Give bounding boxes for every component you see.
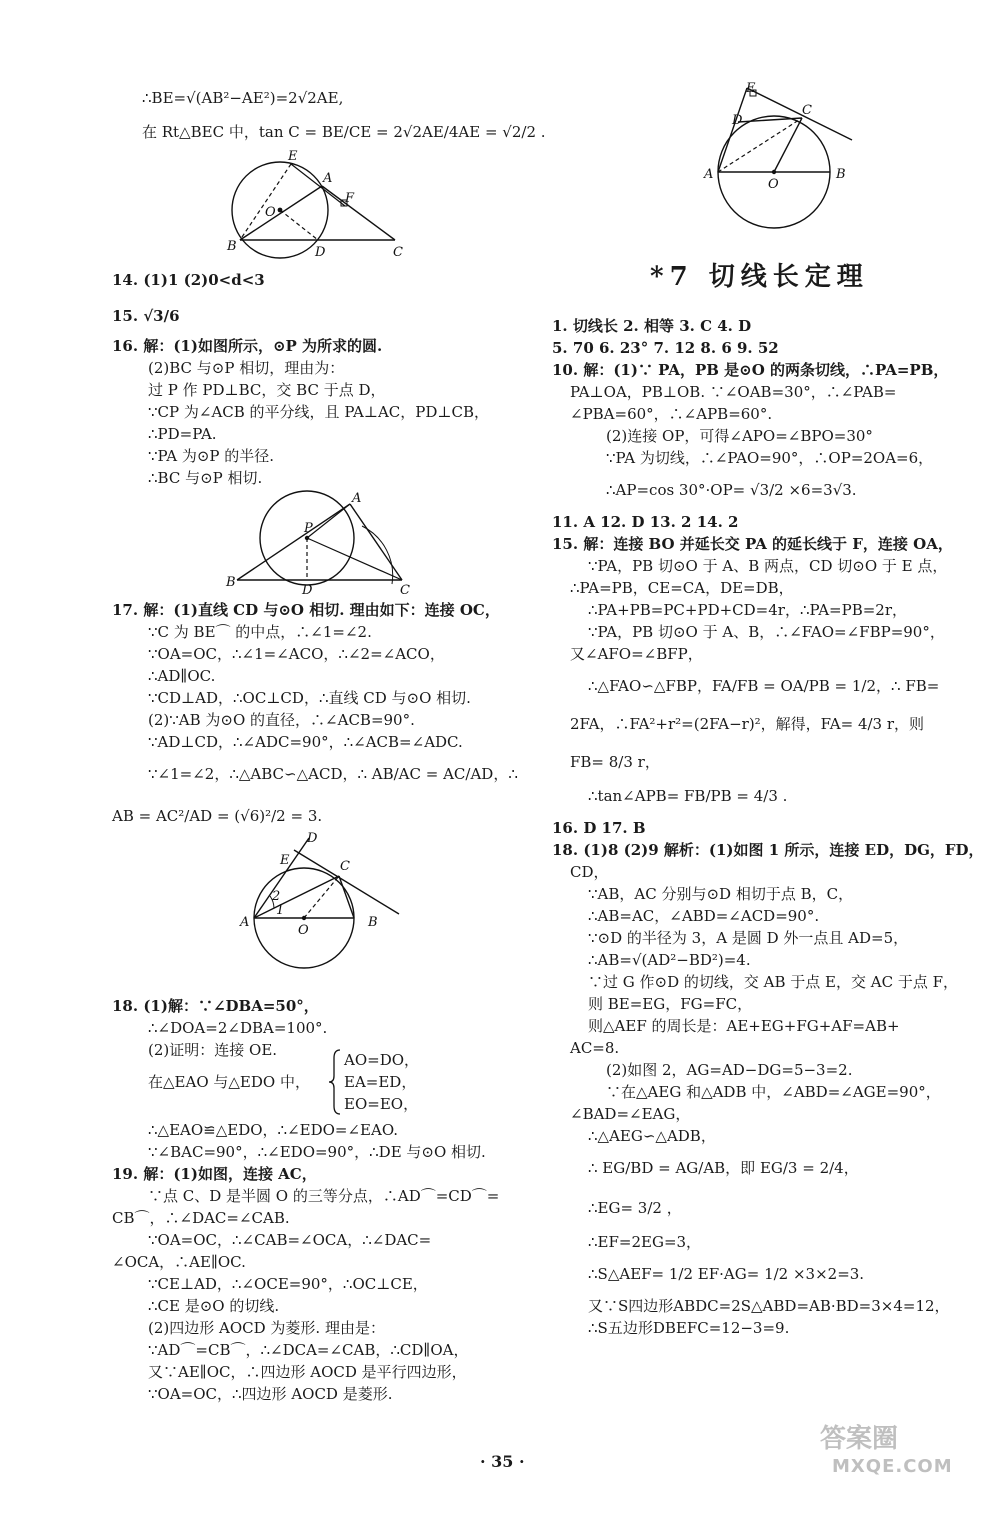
left-text-line: ∴CE 是⊙O 的切线. xyxy=(148,1297,280,1315)
right-text-line: 则 BE=EG，FG=FC， xyxy=(588,995,753,1013)
fig4-label-a: A xyxy=(704,167,714,182)
fig3-label-o: O xyxy=(298,923,309,938)
right-text-line: 10. 解：(1)∵ PA，PB 是⊙O 的两条切线，∴PA=PB， xyxy=(552,361,949,379)
fig1-label-d: D xyxy=(315,245,326,260)
right-text-line: PA⊥OA，PB⊥OB. ∵∠OAB=30°，∴∠PAB= xyxy=(570,383,897,401)
left-text-line: ∵CD⊥AD，∴OC⊥CD，∴直线 CD 与⊙O 相切. xyxy=(148,689,471,707)
right-text-line: ∴△AEG∽△ADB， xyxy=(588,1127,716,1145)
right-text-line: ∵PA，PB 切⊙O 于 A、B 两点，CD 切⊙O 于 E 点， xyxy=(588,557,948,575)
page-number: · 35 · xyxy=(480,1452,525,1471)
right-text-line: ∴S△AEF= 1/2 EF·AG= 1/2 ×3×2=3. xyxy=(588,1265,865,1283)
right-text-line: (2)连接 OP，可得∠APO=∠BPO=30° xyxy=(606,427,873,445)
left-text-line: (2)四边形 AOCD 为菱形. 理由是： xyxy=(148,1319,385,1337)
right-text-line: ∴S五边形DBEFC=12−3=9. xyxy=(588,1319,790,1337)
left-text-line: AB = AC²/AD = (√6)²/2 = 3. xyxy=(112,807,323,825)
left-text-line: ∠OCA，∴AE∥OC. xyxy=(112,1253,246,1271)
left-text-line: 18. (1)解：∵∠DBA=50°， xyxy=(112,997,319,1015)
left-text-line: EO=EO， xyxy=(344,1095,419,1113)
right-text-line: ∵在△AEG 和△ADB 中，∠ABD=∠AGE=90°， xyxy=(606,1083,941,1101)
right-text-line: 又∠AFO=∠BFP， xyxy=(570,645,703,663)
left-text-line: ∵∠BAC=90°，∴∠EDO=90°，∴DE 与⊙O 相切. xyxy=(148,1143,486,1161)
left-text-line: 15. √3/6 xyxy=(112,307,180,325)
left-text-line: 又∵AE∥OC，∴四边形 AOCD 是平行四边形， xyxy=(148,1363,467,1381)
left-text-line: AO=DO， xyxy=(344,1051,420,1069)
left-text-line: 19. 解：(1)如图，连接 AC， xyxy=(112,1165,317,1183)
right-text-line: ∴PA=PB，CE=CA，DE=DB， xyxy=(570,579,794,597)
fig3-label-a: A xyxy=(240,915,250,930)
right-text-line: ∠BAD=∠EAG， xyxy=(570,1105,691,1123)
left-text-line: ∵∠1=∠2，∴△ABC∽△ACD，∴ AB/AC = AC/AD，∴ xyxy=(148,765,518,783)
fig2-label-c: C xyxy=(400,583,410,596)
fig3-label-2: 2 xyxy=(272,889,281,904)
right-text-line: CD， xyxy=(570,863,609,881)
fig1-label-b: B xyxy=(227,239,237,254)
left-text-line: 过 P 作 PD⊥BC，交 BC 于点 D， xyxy=(148,381,386,399)
left-text-line: ∵CP 为∠ACB 的平分线，且 PA⊥AC，PD⊥CB， xyxy=(148,403,490,421)
fig3-label-d: D xyxy=(307,831,318,846)
right-text-line: ∴EG= 3/2 ， xyxy=(588,1199,682,1217)
fig3-label-b: B xyxy=(368,915,378,930)
right-text-line: FB= 8/3 r， xyxy=(570,753,660,771)
left-text-line: ∵OA=OC，∴∠1=∠ACO，∴∠2=∠ACO， xyxy=(148,645,445,663)
fig1-label-a: A xyxy=(323,171,333,186)
fig3-label-1: 1 xyxy=(276,903,285,918)
right-text-line: 2FA，∴FA²+r²=(2FA−r)²，解得，FA= 4/3 r，则 xyxy=(570,715,925,733)
right-text-line: ∴ EG/BD = AG/AB，即 EG/3 = 2/4， xyxy=(588,1159,859,1177)
fig2-label-b: B xyxy=(226,575,236,590)
left-text-line: ∴∠DOA=2∠DBA=100°. xyxy=(148,1019,328,1037)
right-text-line: ∴EF=2EG=3， xyxy=(588,1233,702,1251)
watermark-site: MXQE.COM xyxy=(832,1456,953,1477)
fig2-label-a: A xyxy=(352,491,362,506)
right-text-line: 11. A 12. D 13. 2 14. 2 xyxy=(552,513,739,531)
right-text-line: (2)如图 2，AG=AD−DG=5−3=2. xyxy=(606,1061,853,1079)
left-text-line: (2)证明：连接 OE. xyxy=(148,1041,278,1059)
right-text-line: 1. 切线长 2. 相等 3. C 4. D xyxy=(552,317,752,335)
figure-circle-p xyxy=(222,486,422,600)
right-text-line: ∴PA+PB=PC+PD+CD=4r，∴PA=PB=2r， xyxy=(588,601,908,619)
fig3-label-c: C xyxy=(340,859,350,874)
left-text-line: ∴△EAO≌△EDO，∴∠EDO=∠EAO. xyxy=(148,1121,399,1139)
left-text-line: 14. (1)1 (2)0<d<3 xyxy=(112,271,265,289)
left-text-line: (2)∵AB 为⊙O 的直径，∴∠ACB=90°. xyxy=(148,711,415,729)
page-number-value: 35 xyxy=(491,1452,514,1471)
figure-circle-tangent-cd xyxy=(234,830,414,974)
right-text-line: ∴tan∠APB= FB/PB = 4/3 . xyxy=(588,787,788,805)
right-text-line: ∴AB=AC，∠ABD=∠ACD=90°. xyxy=(588,907,820,925)
fig4-label-b: B xyxy=(836,167,846,182)
system-brace xyxy=(328,1048,342,1120)
left-text-line: (2)BC 与⊙P 相切，理由为： xyxy=(148,359,345,377)
right-text-line: 18. (1)8 (2)9 解析：(1)如图 1 所示，连接 ED，DG，FD， xyxy=(552,841,984,859)
fig4-label-d: D xyxy=(732,113,743,128)
fig4-label-c: C xyxy=(802,103,812,118)
right-text-line: ∵PA，PB 切⊙O 于 A、B，∴∠FAO=∠FBP=90°， xyxy=(588,623,945,641)
left-text-line: ∵PA 为⊙P 的半径. xyxy=(148,447,275,465)
right-text-line: 15. 解：连接 BO 并延长交 PA 的延长线于 F，连接 OA， xyxy=(552,535,953,553)
fig1-label-e: E xyxy=(288,149,298,164)
left-text-line: ∵点 C、D 是半圆 O 的三等分点，∴AD⌒=CD⌒= xyxy=(148,1187,500,1205)
fig1-label-o: O xyxy=(265,205,276,220)
fig2-label-p: P xyxy=(304,521,313,536)
fig2-label-d: D xyxy=(302,583,313,596)
fig1-label-c: C xyxy=(393,245,403,260)
fig3-label-e: E xyxy=(280,853,290,868)
right-text-line: ∴△FAO∽△FBP，FA/FB = OA/PB = 1/2，∴ FB= xyxy=(588,677,940,695)
left-text-line: ∵OA=OC，∴四边形 AOCD 是菱形. xyxy=(148,1385,393,1403)
right-text-line: ∵PA 为切线，∴∠PAO=90°，∴OP=2OA=6， xyxy=(606,449,934,467)
fig1-label-f: F xyxy=(345,191,355,206)
left-text-line: ∵CE⊥AD，∴∠OCE=90°，∴OC⊥CE， xyxy=(148,1275,428,1293)
right-text-line: ∵过 G 作⊙D 的切线，交 AB 于点 E，交 AC 于点 F， xyxy=(588,973,959,991)
left-text-line: ∴AD∥OC. xyxy=(148,667,216,685)
right-text-line: AC=8. xyxy=(570,1039,620,1057)
left-text-line: 16. 解：(1)如图所示，⊙P 为所求的圆. xyxy=(112,337,383,355)
figure-circle-aocd xyxy=(702,80,862,234)
left-text-line: ∴BC 与⊙P 相切. xyxy=(148,469,263,487)
left-text-line: ∵C 为 BE⌒ 的中点，∴∠1=∠2. xyxy=(148,623,372,641)
left-text-line: 17. 解：(1)直线 CD 与⊙O 相切. 理由如下：连接 OC， xyxy=(112,601,500,619)
right-text-line: 5. 70 6. 23° 7. 12 8. 6 9. 52 xyxy=(552,339,779,357)
right-text-line: ∵⊙D 的半径为 3，A 是圆 D 外一点且 AD=5， xyxy=(588,929,909,947)
left-text-line: ∵OA=OC，∴∠CAB=∠OCA，∴∠DAC= xyxy=(148,1231,432,1249)
left-text-line: ∴BE=√(AB²−AE²)=2√2AE, xyxy=(142,89,344,107)
right-text-line: 又∵S四边形ABDC=2S△ABD=AB·BD=3×4=12， xyxy=(588,1297,950,1315)
section-title: *7 切线长定理 xyxy=(650,262,869,292)
right-text-line: ∠PBA=60°，∴∠APB=60°. xyxy=(570,405,773,423)
right-text-line: ∵AB，AC 分别与⊙D 相切于点 B，C， xyxy=(588,885,854,903)
left-text-line: 在△EAO 与△EDO 中， xyxy=(148,1073,310,1091)
right-text-line: 则△AEF 的周长是：AE+EG+FG+AF=AB+ xyxy=(588,1017,900,1035)
fig4-label-o: O xyxy=(768,177,779,192)
fig4-label-e: E xyxy=(746,81,756,96)
watermark-brand: 答案圈 xyxy=(820,1424,899,1454)
left-text-line: 在 Rt△BEC 中，tan C = BE/CE = 2√2AE/4AE = √2/2 . xyxy=(142,123,546,141)
left-text-line: ∵AD⌒=CB⌒，∴∠DCA=∠CAB，∴CD∥OA， xyxy=(148,1341,469,1359)
left-text-line: ∵AD⊥CD，∴∠ADC=90°，∴∠ACB=∠ADC. xyxy=(148,733,463,751)
right-text-line: ∴AP=cos 30°·OP= √3/2 ×6=3√3. xyxy=(606,481,857,499)
right-text-line: ∴AB=√(AD²−BD²)=4. xyxy=(588,951,751,969)
left-text-line: CB⌒，∴∠DAC=∠CAB. xyxy=(112,1209,290,1227)
figure-circle-tangent-f xyxy=(225,148,425,272)
left-text-line: ∴PD=PA. xyxy=(148,425,217,443)
right-text-line: 16. D 17. B xyxy=(552,819,646,837)
left-text-line: EA=ED， xyxy=(344,1073,417,1091)
